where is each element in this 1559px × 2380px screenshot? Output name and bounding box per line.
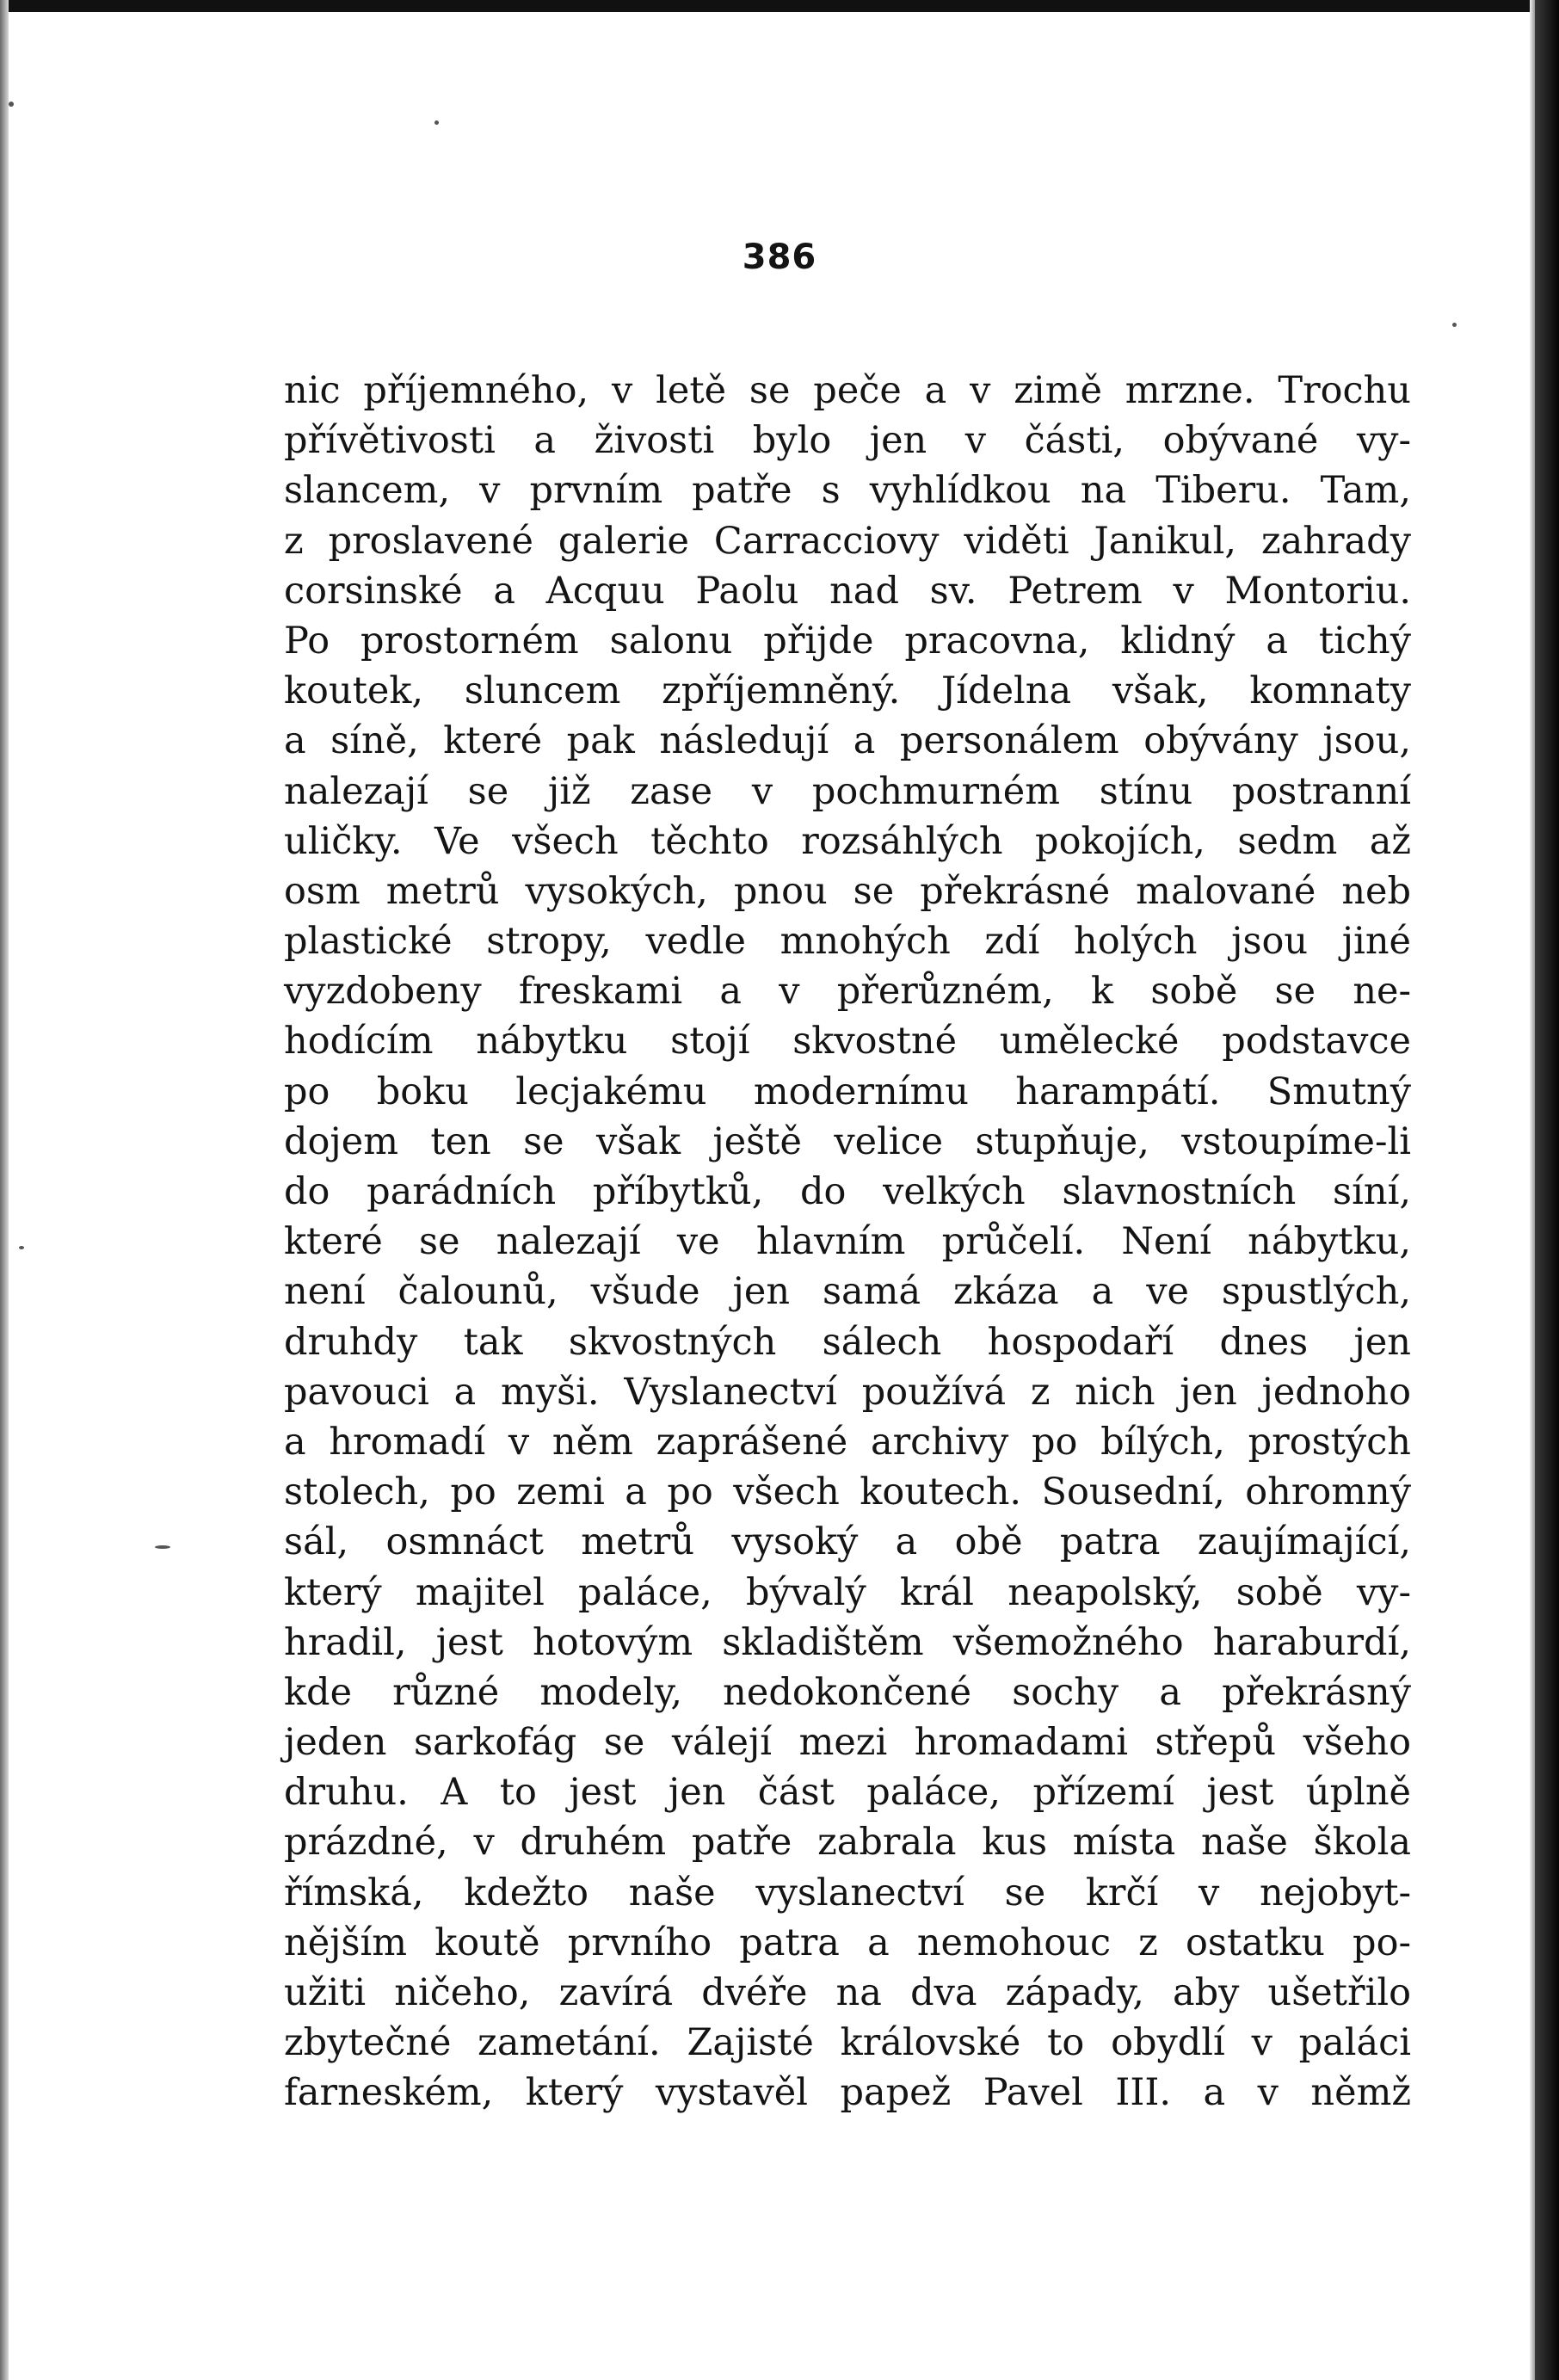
scan-top-edge [0,0,1559,12]
text-line: dojem ten se však ještě velice stupňuje, vstoupíme-li [284,1119,1411,1163]
scan-speck [434,120,439,125]
text-line: druhdy tak skvostných sálech hospodaří dnes jen [284,1320,1411,1364]
text-line: farneském, který vystavěl papež Pavel III. a v němž [284,2071,1411,2115]
text-line: druhu. A to jest jen část paláce, přízemí jest úplně [284,1771,1411,1815]
text-line: a hromadí v něm zaprášené archivy po bílých, prostých [284,1420,1411,1464]
text-line: které se nalezají ve hlavním průčelí. Není nábytku, [284,1220,1411,1264]
text-line: který majitel paláce, bývalý král neapolský, sobě vy- [284,1570,1411,1614]
text-line: pavouci a myši. Vyslanectví používá z nich jen jednoho [284,1370,1411,1414]
scan-speck [155,1545,170,1549]
text-line: nalezají se již zase v pochmurném stínu postranní [284,769,1411,813]
scan-left-edge [0,0,9,2380]
scan-speck [19,1246,24,1249]
text-line: vyzdobeny freskami a v přerůzném, k sobě se ne- [284,970,1411,1014]
text-line: hodícím nábytku stojí skvostné umělecké podstavce [284,1020,1411,1064]
text-line: koutek, sluncem zpříjemněný. Jídelna však, komnaty [284,669,1411,713]
scan-speck [9,102,14,107]
text-line: není čalounů, všude jen samá zkáza a ve spustlých, [284,1270,1411,1314]
scan-speck [1452,323,1457,327]
text-line: do parádních příbytků, do velkých slavnostních síní, [284,1170,1411,1213]
text-line: římská, kdežto naše vyslanectví se krčí v nejobyt- [284,1871,1411,1914]
text-line: Po prostorném salonu přijde pracovna, klidný a tichý [284,619,1411,663]
text-line: přívětivosti a živosti bylo jen v části, obývané vy- [284,419,1411,463]
text-line: kde různé modely, nedokončené sochy a překrásný [284,1670,1411,1714]
text-line: zbytečné zametání. Zajisté královské to obydlí v paláci [284,2021,1411,2065]
text-line: z proslavené galerie Carracciovy viděti Janikul, zahrady [284,519,1411,563]
text-line: prázdné, v druhém patře zabrala kus místa naše škola [284,1821,1411,1865]
scan-right-edge [1535,0,1559,2380]
text-line: a síně, které pak následují a personálem obývány jsou, [284,719,1411,763]
text-line: stolech, po zemi a po všech koutech. Sousední, ohromný [284,1471,1411,1514]
text-line: uličky. Ve všech těchto rozsáhlých pokojích, sedm až [284,819,1411,863]
text-line: nic příjemného, v letě se peče a v zimě mrzne. Trochu [284,369,1411,412]
text-line: užiti ničeho, zavírá dvéře na dva západy, aby ušetřilo [284,1971,1411,2014]
text-line: hradil, jest hotovým skladištěm všemožného haraburdí, [284,1620,1411,1664]
text-line: sál, osmnáct metrů vysoký a obě patra zaujímající, [284,1520,1411,1564]
body-text [284,366,1411,2118]
text-line: slancem, v prvním patře s vyhlídkou na Tiberu. Tam, [284,469,1411,513]
text-line: jeden sarkofág se válejí mezi hromadami střepů všeho [284,1721,1411,1765]
page-number: 386 [742,237,817,277]
text-line: po boku lecjakému modernímu harampátí. Smutný [284,1070,1411,1113]
text-line: nějším koutě prvního patra a nemohouc z ostatku po- [284,1921,1411,1964]
text-line: osm metrů vysokých, pnou se překrásné malované neb [284,869,1411,913]
text-line: plastické stropy, vedle mnohých zdí holých jsou jiné [284,920,1411,964]
text-line: corsinské a Acquu Paolu nad sv. Petrem v Montoriu. [284,569,1411,613]
